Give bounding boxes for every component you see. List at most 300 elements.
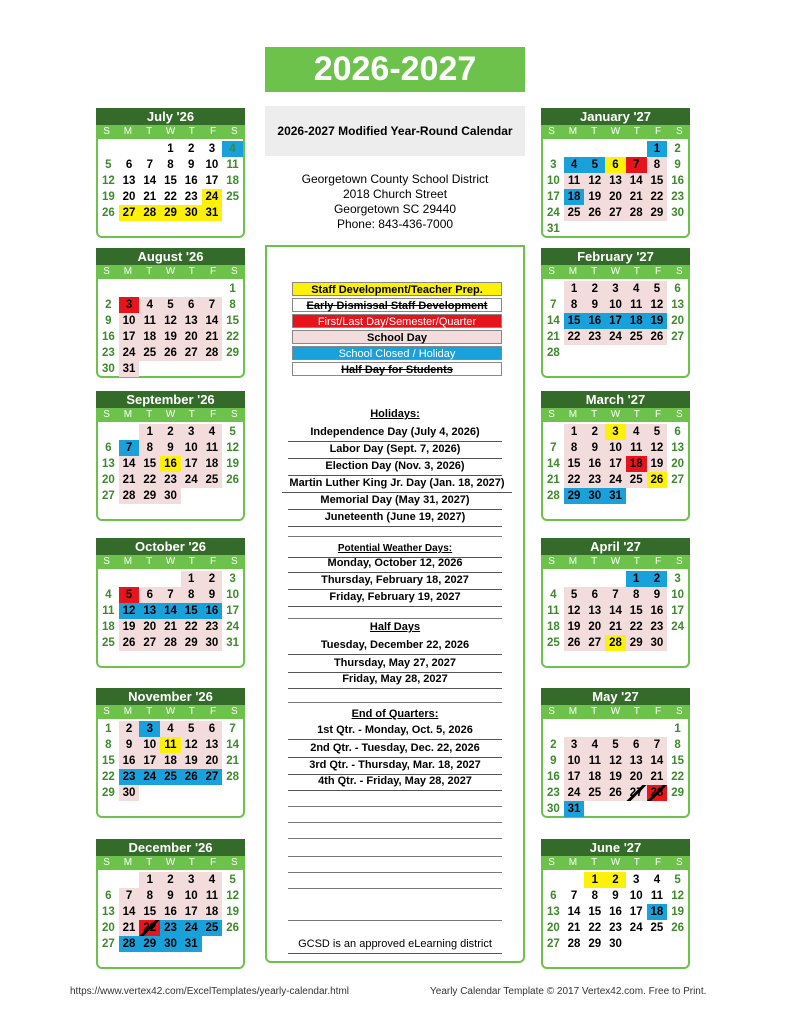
day-cell: 24 (226, 621, 240, 633)
day-cell: 9 (612, 890, 619, 902)
day-cell: 26 (226, 474, 240, 486)
weekday-label: T (146, 126, 153, 137)
day-cell: 11 (139, 313, 160, 329)
day-cell: 4 (626, 424, 647, 440)
day-cell: 9 (105, 315, 112, 327)
day-cell: 14 (226, 739, 240, 751)
day-cell: 28 (226, 771, 240, 783)
weekday-label: M (568, 857, 578, 868)
weekday-label: T (591, 857, 598, 868)
month-days-box (96, 422, 245, 521)
day-cell: 16 (609, 906, 622, 918)
half-day: Friday, May 28, 2027 (288, 672, 502, 689)
day-cell: 25 (584, 785, 605, 801)
day-cell: 3 (181, 424, 202, 440)
weekday-label: T (188, 409, 195, 420)
weekday-label: W (165, 857, 176, 868)
weather-heading: Potential Weather Days: (288, 541, 502, 558)
day-cell: 6 (674, 426, 681, 438)
day-cell: 25 (564, 205, 585, 221)
weekday-label: T (188, 266, 195, 277)
half-day: Thursday, May 27, 2027 (288, 656, 502, 673)
day-cell: 3 (605, 281, 626, 297)
weekday-label: M (568, 266, 578, 277)
day-cell: 13 (101, 458, 115, 470)
day-cell: 28 (160, 635, 181, 651)
day-cell: 9 (188, 159, 195, 171)
day-cell: 5 (584, 157, 605, 173)
day-cell: 20 (202, 753, 223, 769)
day-cell: 7 (550, 442, 557, 454)
weekday-label: S (231, 409, 238, 420)
day-cell: 27 (605, 205, 626, 221)
day-cell: 25 (650, 922, 664, 934)
day-cell: 9 (584, 440, 605, 456)
holiday-item: Memorial Day (May 31, 2027) (288, 493, 502, 510)
weekday-label: T (633, 706, 640, 717)
day-cell: 21 (143, 191, 157, 203)
day-cell: 2 (160, 424, 181, 440)
day-cell: 8 (564, 440, 585, 456)
day-cell: 16 (101, 331, 115, 343)
blank-line (288, 872, 502, 873)
day-cell: 30 (181, 205, 202, 221)
half-days-heading: Half Days (369, 621, 421, 633)
day-cell: 23 (584, 329, 605, 345)
month-title: March '27 (541, 391, 690, 408)
day-cell: 10 (564, 753, 585, 769)
day-cell: 3 (564, 737, 585, 753)
weekday-header (96, 125, 245, 139)
month-calendar (96, 688, 245, 818)
day-cell: 1 (564, 424, 585, 440)
weekday-label: W (610, 556, 621, 567)
day-cell: 20 (122, 191, 136, 203)
month-days-box (541, 422, 690, 521)
day-cell: 15 (671, 755, 685, 767)
weekday-label: S (676, 857, 683, 868)
day-cell: 14 (546, 315, 560, 327)
day-cell: 8 (181, 587, 202, 603)
month-title: February '27 (541, 248, 690, 265)
day-cell: 26 (671, 922, 685, 934)
day-cell: 19 (226, 906, 240, 918)
day-cell: 2 (119, 721, 140, 737)
day-cell: 2 (674, 143, 681, 155)
day-cell: 24 (119, 345, 140, 361)
day-cell: 30 (119, 785, 140, 801)
day-cell: 23 (184, 191, 198, 203)
weekday-label: M (123, 706, 133, 717)
day-cell: 3 (633, 874, 640, 886)
legend-first-last-day: First/Last Day/Semester/Quarter (292, 314, 502, 328)
weekday-label: T (633, 556, 640, 567)
weekday-header (96, 705, 245, 719)
weekday-label: W (610, 266, 621, 277)
weekday-label: W (610, 706, 621, 717)
day-grid (543, 139, 688, 237)
month-days-box (96, 870, 245, 969)
weekday-label: S (548, 857, 555, 868)
day-cell: 9 (119, 737, 140, 753)
empty-day-cell (202, 281, 223, 297)
day-cell: 10 (226, 589, 240, 601)
day-cell: 15 (181, 603, 202, 619)
day-cell: 7 (119, 440, 140, 456)
weekday-label: S (548, 126, 555, 137)
day-cell: 15 (226, 315, 240, 327)
day-cell: 25 (160, 769, 181, 785)
day-cell: 10 (205, 159, 219, 171)
day-cell: 20 (139, 619, 160, 635)
weekday-label: S (676, 266, 683, 277)
weekday-label: S (231, 857, 238, 868)
weekday-label: T (146, 556, 153, 567)
day-cell: 13 (139, 603, 160, 619)
day-grid (98, 139, 243, 221)
day-cell: 2 (202, 571, 223, 587)
calendar-title: 2026-2027 Modified Year-Round Calendar (265, 106, 525, 156)
day-cell: 26 (564, 635, 585, 651)
day-cell: 12 (564, 603, 585, 619)
empty-day-cell (98, 872, 119, 888)
day-cell: 12 (160, 313, 181, 329)
month-calendar (541, 108, 690, 238)
weekday-label: S (231, 126, 238, 137)
weekday-header (96, 408, 245, 422)
day-cell: 31 (226, 637, 240, 649)
day-cell: 19 (101, 191, 115, 203)
empty-day-cell (564, 571, 585, 587)
weekday-label: S (548, 266, 555, 277)
day-cell: 27 (671, 331, 685, 343)
day-cell: 15 (139, 904, 160, 920)
blank-line (288, 838, 502, 839)
day-cell: 27 (584, 635, 605, 651)
empty-day-cell (181, 281, 202, 297)
day-cell: 22 (647, 189, 668, 205)
day-cell: 8 (591, 890, 598, 902)
weekday-label: M (123, 409, 133, 420)
empty-day-cell (119, 141, 140, 157)
day-cell: 7 (146, 159, 153, 171)
weekday-label: S (103, 126, 110, 137)
day-cell: 8 (564, 297, 585, 313)
weekday-label: F (210, 266, 217, 277)
day-cell: 13 (584, 603, 605, 619)
empty-day-cell (98, 141, 119, 157)
day-cell: 22 (564, 472, 585, 488)
weekday-label: T (591, 126, 598, 137)
day-cell: 16 (184, 175, 198, 187)
day-cell: 12 (584, 173, 605, 189)
footer-copyright: Yearly Calendar Template © 2017 Vertex42.com. Free to Print. (430, 986, 707, 997)
day-cell: 23 (160, 472, 181, 488)
day-cell: 8 (674, 739, 681, 751)
day-cell: 2 (647, 571, 668, 587)
day-cell: 17 (605, 313, 626, 329)
day-cell: 14 (160, 603, 181, 619)
day-cell: 29 (139, 488, 160, 504)
weekday-label: W (165, 706, 176, 717)
day-cell: 3 (119, 297, 140, 313)
day-cell: 11 (226, 159, 239, 171)
weekday-label: F (210, 556, 217, 567)
day-cell: 14 (119, 904, 140, 920)
day-cell: 10 (671, 589, 685, 601)
month-days-box (541, 139, 690, 238)
blank-line (288, 702, 502, 703)
day-cell: 10 (546, 175, 560, 187)
day-cell: 28 (139, 205, 160, 221)
legend-school-closed: School Closed / Holiday (292, 346, 502, 360)
day-cell: 8 (229, 299, 236, 311)
day-cell: 12 (647, 440, 668, 456)
day-cell: 20 (584, 619, 605, 635)
day-cell: 17 (629, 906, 643, 918)
day-cell: 25 (202, 472, 223, 488)
day-cell: 13 (546, 906, 560, 918)
day-cell: 4 (105, 589, 112, 601)
day-cell: 27 (101, 490, 115, 502)
month-calendar (541, 688, 690, 818)
day-cell: 3 (181, 872, 202, 888)
day-cell: 28 (546, 490, 560, 502)
day-grid (543, 719, 688, 817)
footer-url[interactable]: https://www.vertex42.com/ExcelTemplates/yearly-calendar.html (70, 986, 349, 997)
weather-day: Thursday, February 18, 2027 (288, 573, 502, 590)
day-grid (98, 569, 243, 651)
weekday-label: S (676, 706, 683, 717)
day-cell: 20 (181, 329, 202, 345)
day-cell: 6 (584, 587, 605, 603)
weekday-header (96, 555, 245, 569)
day-cell: 27 (139, 635, 160, 651)
empty-day-cell (160, 571, 181, 587)
weekday-label: T (188, 126, 195, 137)
day-cell: 9 (160, 440, 181, 456)
day-cell: 2 (550, 739, 557, 751)
weekday-header (541, 705, 690, 719)
weekday-label: F (655, 409, 662, 420)
empty-day-cell (160, 281, 181, 297)
day-cell: 20 (626, 769, 647, 785)
day-cell: 27 (546, 938, 560, 950)
empty-day-cell (119, 571, 140, 587)
month-title: May '27 (541, 688, 690, 705)
holiday-item: Martin Luther King Jr. Day (Jan. 18, 2027) (282, 476, 512, 493)
day-cell: 27 (119, 205, 140, 221)
quarter-end: 4th Qtr. - Friday, May 28, 2027 (288, 774, 502, 791)
day-cell: 30 (546, 803, 560, 815)
day-cell: 17 (671, 605, 685, 617)
day-cell: 15 (647, 173, 668, 189)
month-calendar (541, 391, 690, 521)
month-days-box (96, 279, 245, 378)
empty-day-cell (605, 571, 626, 587)
day-cell: 6 (125, 159, 133, 171)
day-cell: 7 (550, 299, 557, 311)
month-calendar (541, 538, 690, 668)
weekday-label: S (676, 556, 683, 567)
day-cell: 1 (229, 283, 236, 295)
empty-day-cell (605, 721, 626, 737)
holiday-item: Independence Day (July 4, 2026) (288, 425, 502, 442)
day-cell: 16 (160, 456, 181, 472)
day-cell: 9 (674, 159, 681, 171)
empty-day-cell (584, 141, 605, 157)
day-cell: 25 (139, 345, 160, 361)
day-cell: 25 (202, 920, 223, 936)
day-cell: 1 (647, 141, 668, 157)
day-cell: 1 (584, 872, 605, 888)
day-cell: 8 (139, 440, 160, 456)
day-grid (543, 279, 688, 361)
day-cell: 21 (226, 755, 240, 767)
empty-day-cell (139, 571, 160, 587)
day-cell: 22 (226, 331, 240, 343)
weekday-header (96, 856, 245, 870)
day-cell: 14 (647, 753, 668, 769)
empty-day-cell (119, 424, 140, 440)
empty-day-cell (543, 872, 564, 888)
month-title: August '26 (96, 248, 245, 265)
day-cell: 30 (671, 207, 685, 219)
day-cell: 21 (119, 472, 140, 488)
day-cell: 19 (605, 769, 626, 785)
day-cell: 5 (229, 426, 236, 438)
day-cell: 8 (647, 157, 668, 173)
day-cell: 8 (139, 888, 160, 904)
day-cell: 24 (181, 472, 202, 488)
day-cell: 4 (550, 589, 557, 601)
day-cell: 6 (139, 587, 160, 603)
day-cell: 2 (605, 872, 626, 888)
day-cell: 6 (181, 297, 202, 313)
day-cell: 18 (564, 189, 585, 205)
weekday-label: W (165, 556, 176, 567)
day-cell: 21 (119, 920, 140, 936)
day-cell: 18 (647, 904, 668, 920)
day-cell: 23 (546, 787, 560, 799)
empty-day-cell (98, 571, 119, 587)
day-cell: 26 (226, 922, 240, 934)
day-cell: 11 (584, 753, 605, 769)
day-cell: 28 (605, 635, 626, 651)
day-cell: 13 (101, 906, 115, 918)
weekday-header (541, 856, 690, 870)
day-cell: 4 (222, 141, 243, 157)
day-cell: 13 (181, 313, 202, 329)
day-cell: 12 (119, 603, 140, 619)
day-cell: 5 (105, 159, 112, 171)
day-cell: 21 (605, 619, 626, 635)
weekday-label: F (210, 857, 217, 868)
weekday-label: M (123, 266, 133, 277)
weekday-header (541, 408, 690, 422)
day-cell: 29 (564, 488, 585, 504)
month-days-box (541, 719, 690, 818)
elearning-note: GCSD is an approved eLearning district (288, 937, 502, 954)
day-cell: 24 (546, 207, 560, 219)
day-cell: 11 (626, 297, 647, 313)
day-cell: 16 (546, 771, 560, 783)
day-cell: 21 (546, 331, 560, 343)
month-title: July '26 (96, 108, 245, 125)
day-cell: 28 (119, 488, 140, 504)
day-cell: 20 (605, 189, 626, 205)
day-cell: 28 (546, 347, 560, 359)
day-cell: 12 (605, 753, 626, 769)
day-cell: 28 (626, 205, 647, 221)
weekday-label: S (103, 857, 110, 868)
day-cell: 25 (226, 191, 240, 203)
day-cell: 27 (626, 785, 647, 801)
empty-day-cell (626, 141, 647, 157)
day-cell: 17 (119, 329, 140, 345)
weekday-label: M (568, 126, 578, 137)
weekday-label: T (633, 857, 640, 868)
weekday-label: T (146, 266, 153, 277)
day-cell: 3 (605, 424, 626, 440)
month-calendar (96, 391, 245, 521)
day-grid (98, 279, 243, 377)
empty-day-cell (119, 281, 140, 297)
day-cell: 29 (160, 205, 181, 221)
day-cell: 23 (101, 347, 115, 359)
day-cell: 24 (181, 920, 202, 936)
day-cell: 25 (101, 637, 115, 649)
blank-line (288, 618, 502, 619)
day-cell: 18 (202, 456, 223, 472)
day-cell: 11 (650, 890, 663, 902)
day-cell: 21 (160, 619, 181, 635)
day-cell: 23 (647, 619, 668, 635)
day-cell: 8 (167, 159, 174, 171)
day-cell: 21 (647, 769, 668, 785)
day-cell: 18 (584, 769, 605, 785)
weekday-label: F (655, 266, 662, 277)
holidays-heading: Holidays: (370, 408, 420, 420)
empty-day-cell (584, 721, 605, 737)
day-cell: 24 (671, 621, 685, 633)
day-cell: 15 (564, 456, 585, 472)
day-cell: 15 (626, 603, 647, 619)
day-cell: 21 (546, 474, 560, 486)
month-days-box (541, 279, 690, 378)
month-calendar (541, 248, 690, 378)
month-days-box (96, 719, 245, 818)
day-cell: 11 (102, 605, 115, 617)
day-cell: 31 (605, 488, 626, 504)
day-cell: 19 (160, 329, 181, 345)
weather-day: Friday, February 19, 2027 (288, 590, 502, 607)
day-cell: 17 (181, 904, 202, 920)
empty-day-cell (543, 571, 564, 587)
weekday-label: T (633, 266, 640, 277)
day-cell: 1 (674, 723, 681, 735)
day-cell: 1 (564, 281, 585, 297)
weekday-label: W (610, 409, 621, 420)
blank-line (288, 888, 502, 889)
day-cell: 4 (564, 157, 585, 173)
day-grid (98, 422, 243, 504)
day-cell: 7 (626, 157, 647, 173)
day-cell: 16 (584, 456, 605, 472)
weekday-label: W (165, 409, 176, 420)
weekday-label: S (548, 706, 555, 717)
day-cell: 1 (181, 571, 202, 587)
